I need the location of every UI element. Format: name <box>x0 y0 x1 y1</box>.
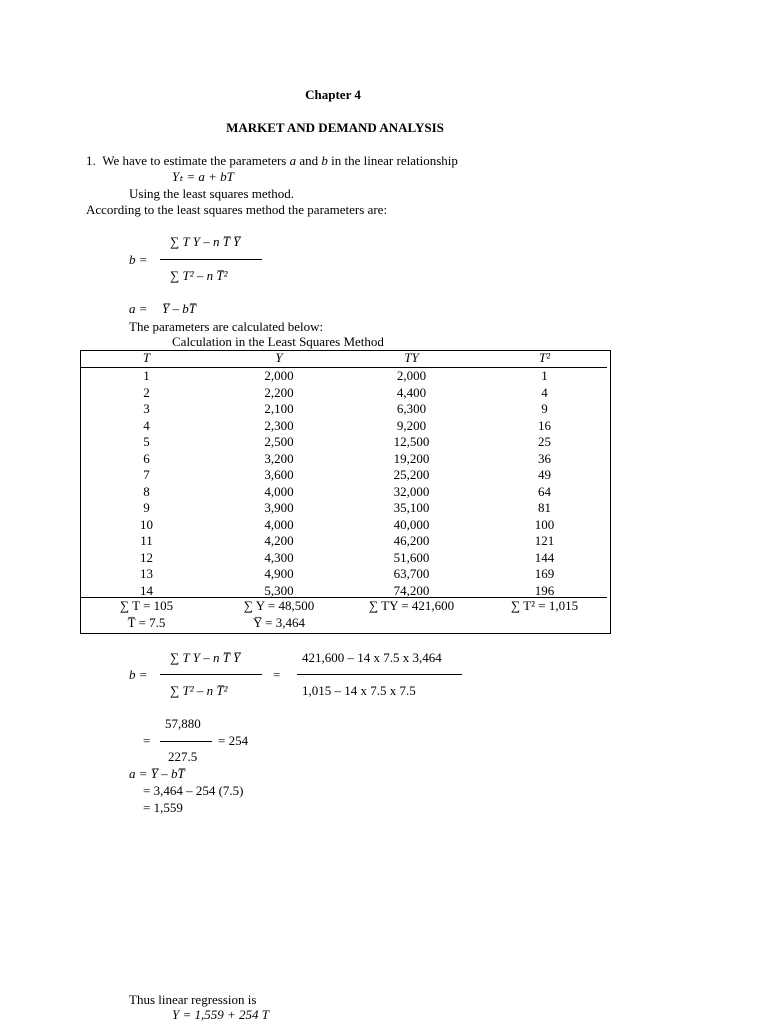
table-cell: 2,500 <box>264 434 294 449</box>
table-cell: 3,900 <box>264 500 294 515</box>
formula-a-rhs: Y̅ – bT̅ <box>162 301 196 316</box>
calc-b-denominator: ∑ T² – n T̅² <box>170 683 228 698</box>
mean-cell: T̅ = 7.5 <box>127 615 166 630</box>
calc-a-line3: = 1,559 <box>143 800 183 815</box>
table-cell: 36 <box>538 450 551 466</box>
column-header: TY <box>404 350 419 365</box>
table-cell: 14 <box>140 582 153 598</box>
calc-b-lhs: b = <box>129 667 148 682</box>
table-cell: 12,500 <box>393 434 430 449</box>
table-cell: 64 <box>538 483 551 499</box>
calc-b2-result: = 254 <box>218 733 249 748</box>
total-cell: ∑ T² = 1,015 <box>510 598 579 613</box>
calc-note: The parameters are calculated below: <box>129 319 324 334</box>
table-cell: 1 <box>541 368 548 383</box>
method-line: Using the least squares method. <box>129 186 294 201</box>
table-cell: 11 <box>140 533 153 548</box>
table-cell: 2,300 <box>264 417 294 433</box>
calc-b-numerator: ∑ T Y – n T̅ Y̅ <box>170 650 241 665</box>
table-cell: 13 <box>140 566 153 581</box>
table-cell: 3,200 <box>264 450 294 466</box>
section-title: MARKET AND DEMAND ANALYSIS <box>226 120 444 135</box>
table-cell: 3 <box>143 401 150 416</box>
table-cell: 4 <box>143 417 150 433</box>
column-header: T² <box>538 350 551 365</box>
total-cell: ∑ TY = 421,600 <box>368 598 455 613</box>
table-cell: 144 <box>534 549 555 565</box>
table-cell: 25,200 <box>393 467 430 482</box>
table-cell: 4,300 <box>264 549 294 565</box>
table-cell: 4,200 <box>264 533 294 548</box>
formula-b-denominator: ∑ T² – n T̅² <box>170 268 228 283</box>
table-cell: 2,100 <box>264 401 294 416</box>
table-cell: 4,000 <box>264 516 294 532</box>
table-cell: 12 <box>140 549 153 565</box>
calc-b2-denominator: 227.5 <box>168 749 198 764</box>
table-cell: 2,200 <box>264 384 294 400</box>
calc-b2-numerator: 57,880 <box>165 716 201 731</box>
table-cell: 74,200 <box>393 582 430 598</box>
intro-line: 1. We have to estimate the parameters a and b in the linear relationship <box>86 153 458 168</box>
according-line: According to the least squares method the parameters are: <box>86 202 388 217</box>
table-cell: 25 <box>538 434 551 449</box>
table-cell: 7 <box>143 467 150 482</box>
calc-a-line1: a = Y̅ – bT̅ <box>129 766 185 781</box>
table-cell: 196 <box>534 582 555 598</box>
total-cell: ∑ T = 105 <box>119 598 174 613</box>
table-cell: 121 <box>534 533 555 548</box>
table-cell: 2 <box>143 384 150 400</box>
calc-b-equals: = <box>273 667 281 682</box>
table-cell: 9 <box>541 401 548 416</box>
calc-b-num-values: 421,600 – 14 x 7.5 x 3,464 <box>302 650 442 665</box>
table-cell: 19,200 <box>393 450 430 466</box>
linear-relationship: Yₜ = a + bT <box>172 169 234 184</box>
table-cell: 5,300 <box>264 582 294 598</box>
table-cell: 2,000 <box>264 368 294 383</box>
table-caption: Calculation in the Least Squares Method <box>172 334 384 349</box>
table-cell: 9 <box>143 500 150 515</box>
table-cell: 100 <box>534 516 555 532</box>
regression-equation: Y = 1,559 + 254 T <box>172 1007 270 1022</box>
column-header: Y <box>275 350 283 365</box>
table-cell: 5 <box>143 434 150 449</box>
table-cell: 51,600 <box>393 549 430 565</box>
table-cell: 4,000 <box>264 483 294 499</box>
formula-b-lhs: b = <box>129 252 148 267</box>
calc-b-den-values: 1,015 – 14 x 7.5 x 7.5 <box>302 683 416 698</box>
calc-b-values-bar <box>297 674 462 675</box>
table-cell: 40,000 <box>393 516 430 532</box>
table-cell: 35,100 <box>393 500 430 515</box>
formula-a-lhs: a = <box>129 301 148 316</box>
column-header: T <box>142 350 151 365</box>
table-cell: 4,400 <box>396 384 427 400</box>
table-cell: 32,000 <box>393 483 430 499</box>
table-cell: 4,900 <box>264 566 294 581</box>
table-cell: 9,200 <box>396 417 427 433</box>
total-cell: ∑ Y = 48,500 <box>243 598 315 613</box>
table-cell: 4 <box>541 384 548 400</box>
table-cell: 6 <box>143 450 150 466</box>
table-cell: 3,600 <box>264 467 294 482</box>
table-cell: 81 <box>538 500 551 515</box>
calc-b2-equals: = <box>143 733 151 748</box>
table-cell: 10 <box>140 516 153 532</box>
table-cell: 46,200 <box>393 533 430 548</box>
table-cell: 6,300 <box>396 401 427 416</box>
table-cell: 63,700 <box>393 566 430 581</box>
table-cell: 2,000 <box>396 368 427 383</box>
table-cell: 169 <box>534 566 555 581</box>
calc-a-line2: = 3,464 – 254 (7.5) <box>143 783 244 798</box>
formula-b-fraction-bar <box>160 259 262 260</box>
table-cell: 49 <box>538 467 551 482</box>
table-cell: 1 <box>143 368 150 383</box>
mean-cell: Y̅ = 3,464 <box>253 615 305 630</box>
conclusion-line: Thus linear regression is <box>129 992 257 1007</box>
table-cell: 8 <box>143 483 150 499</box>
formula-b-numerator: ∑ T Y – n T̅ Y̅ <box>170 234 241 249</box>
table-cell: 16 <box>538 417 551 433</box>
item-number: 1. <box>86 153 96 168</box>
calc-b2-fraction-bar <box>160 741 212 742</box>
chapter-heading: Chapter 4 <box>305 87 361 102</box>
calc-b-fraction-bar <box>160 674 262 675</box>
